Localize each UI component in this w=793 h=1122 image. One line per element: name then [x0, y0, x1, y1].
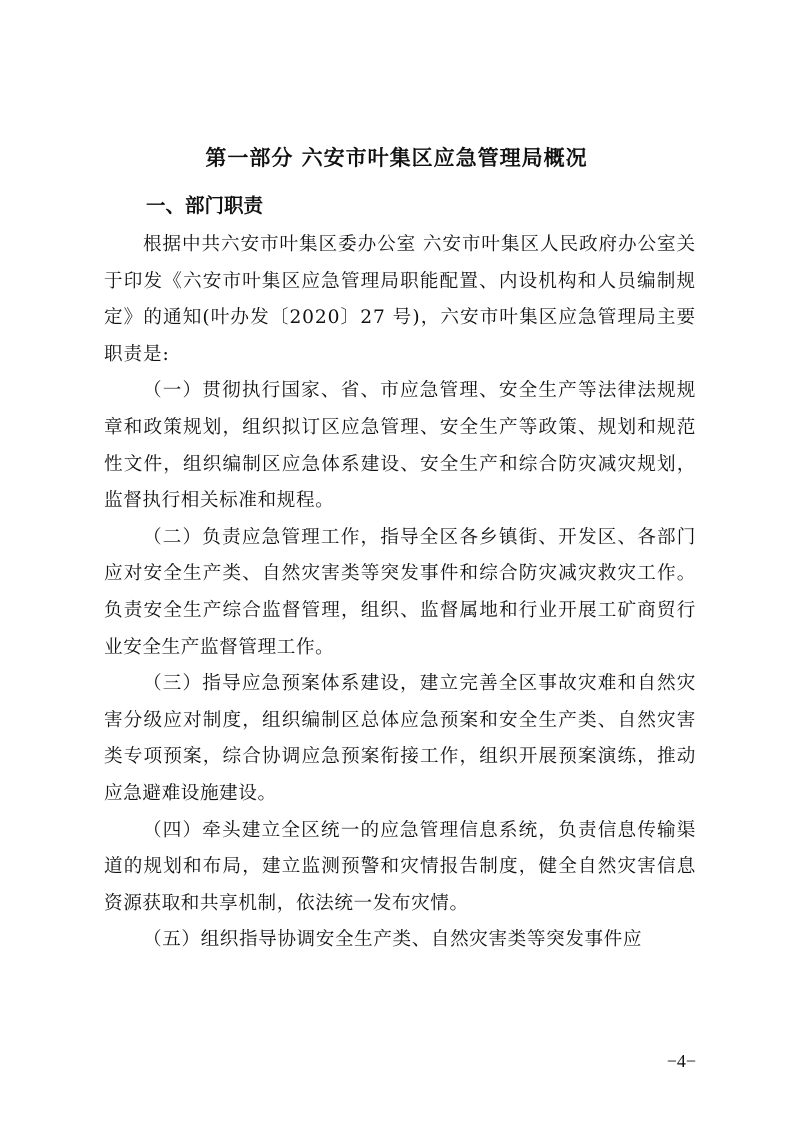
section-heading: 一、部门职责	[146, 194, 264, 217]
paragraph-duty-5: （五）组织指导协调安全生产类、自然灾害类等突发事件应	[143, 929, 643, 951]
paragraph-duty-4: （四）牵头建立全区统一的应急管理信息系统，负责信息传输渠道的规划和布局，建立监测预警和灾情报告制度，健全自然灾害信息资源获取和共享机制，依法统一发布灾情。	[104, 819, 696, 914]
paragraph-duty-3: （三）指导应急预案体系建设，建立完善全区事故灾难和自然灾害分级应对制度，组织编制区总体应急预案和安全生产类、自然灾害类专项预案，综合协调应急预案衔接工作，组织开展预案演练，推动应急避难设施建设。	[104, 673, 696, 804]
paragraph-intro: 根据中共六安市叶集区委办公室 六安市叶集区人民政府办公室关于印发《六安市叶集区应急管理局职能配置、内设机构和人员编制规定》的通知(叶办发〔2020〕27 号)，六安市叶集区应急管理局主要职责是:	[104, 234, 696, 365]
page-number: −4−	[666, 1051, 696, 1071]
paragraph-duty-2: （二）负责应急管理工作，指导全区各乡镇街、开发区、各部门应对安全生产类、自然灾害类等突发事件和综合防灾减灾救灾工作。负责安全生产综合监督管理，组织、监督属地和行业开展工矿商贸行业安全生产监督管理工作。	[104, 526, 696, 658]
body-text	[104, 227, 696, 959]
page-title: 第一部分 六安市叶集区应急管理局概况	[205, 146, 588, 170]
paragraph-duty-1: （一）贯彻执行国家、省、市应急管理、安全生产等法律法规规章和政策规划，组织拟订区应急管理、安全生产等政策、规划和规范性文件，组织编制区应急体系建设、安全生产和综合防灾减灾规划，监督执行相关标准和规程。	[104, 380, 696, 512]
